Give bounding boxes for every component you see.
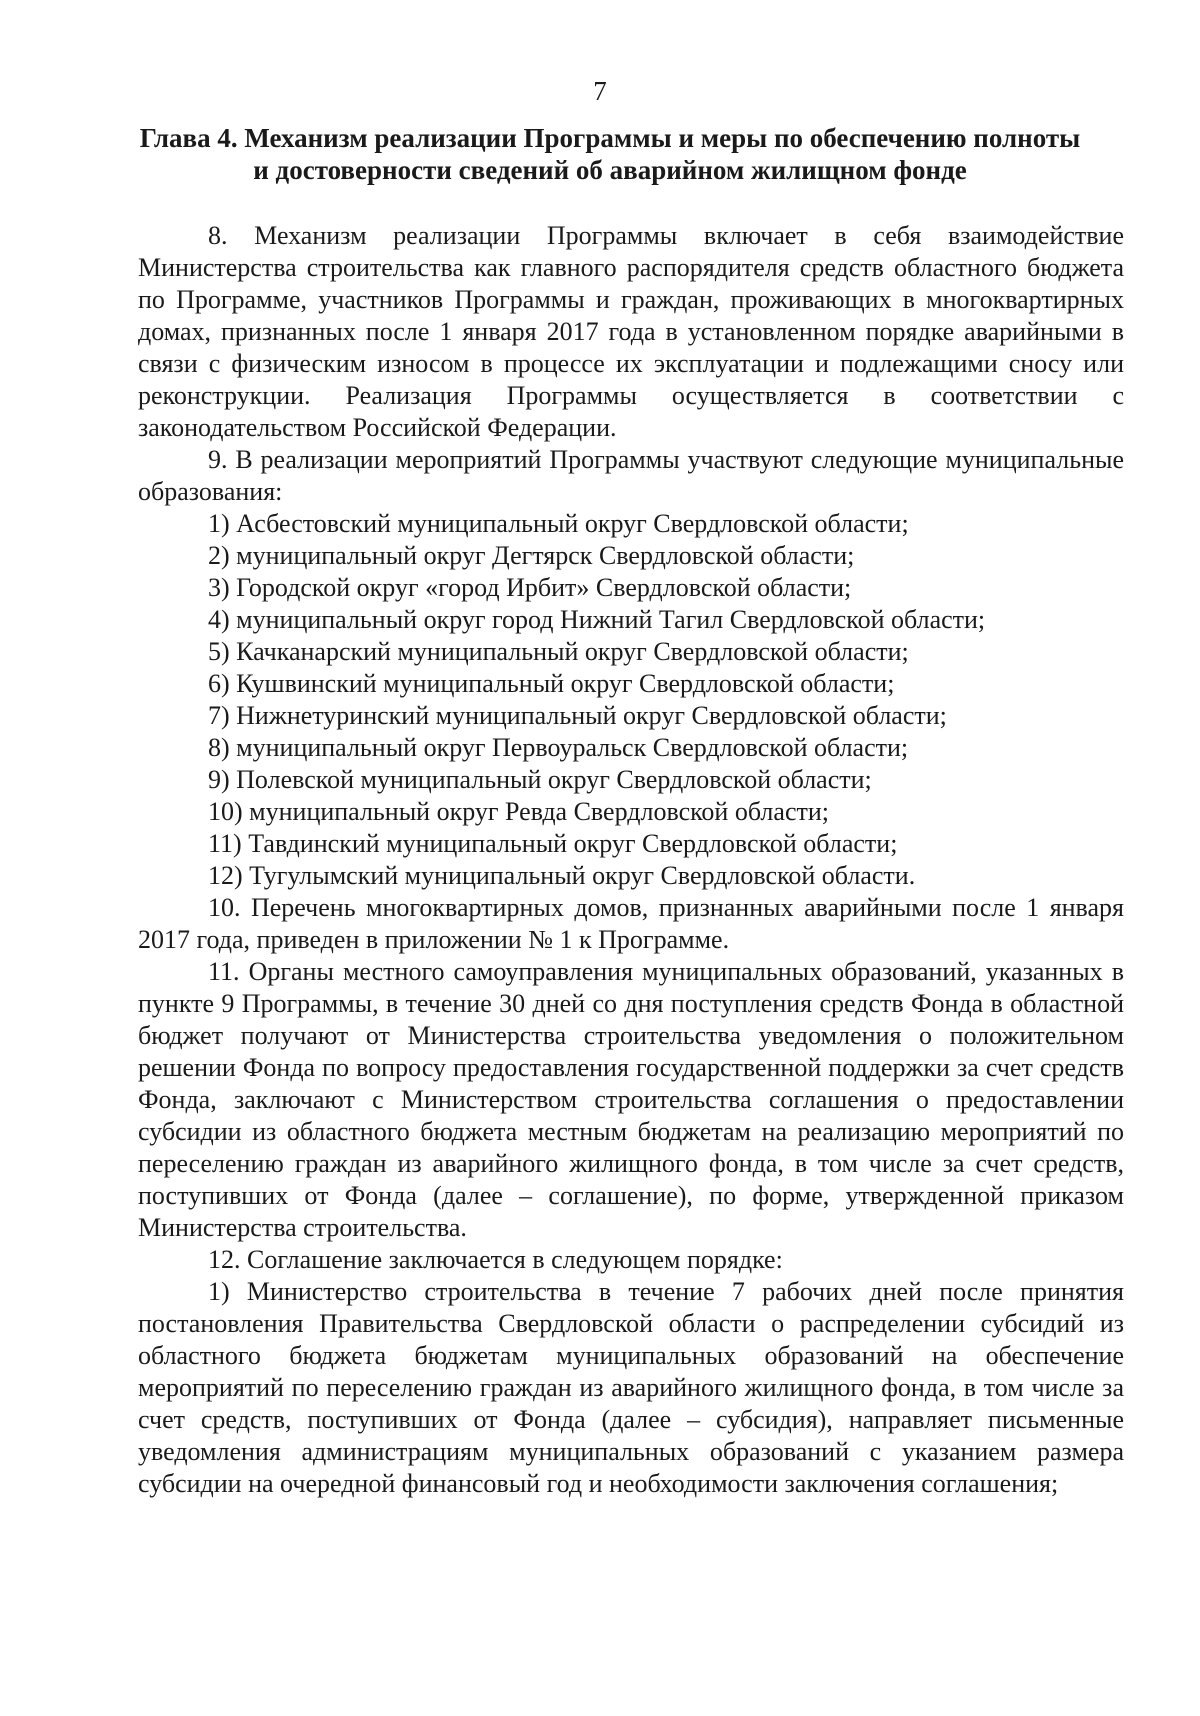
page-number: 7 bbox=[593, 76, 607, 106]
chapter-heading-line-1: Глава 4. Механизм реализации Программы и меры по обеспечению полноты bbox=[139, 123, 1081, 153]
list-item: 5) Качканарский муниципальный округ Свердловской области; bbox=[208, 637, 909, 666]
list-item: 1) Асбестовский муниципальный округ Свердловской области; bbox=[208, 509, 909, 538]
list-item: 4) муниципальный округ город Нижний Тагил Свердловской области; bbox=[208, 605, 986, 634]
paragraph-12-item-1: 1) Министерство строительства в течение 7 рабочих дней после принятия постановления Правительства Свердловской области о распределении субсидий из областного бюджета бюджетам муниципальных образований на обеспечение мероприятий по переселению граждан из аварийного жилищного фонда, в том числе за счет средств, поступивших от Фонда (далее – субсидия), направляет письменные уведомления администрациям муниципальных образований с указанием размера субсидии на очередной финансовый год и необходимости заключения соглашения; bbox=[138, 1277, 1124, 1498]
chapter-heading-line-2: и достоверности сведений об аварийном жилищном фонде bbox=[253, 155, 967, 185]
list-item: 10) муниципальный округ Ревда Свердловской области; bbox=[208, 797, 829, 826]
document-body bbox=[138, 220, 1124, 1500]
list-item: 12) Тугулымский муниципальный округ Свердловской области. bbox=[208, 861, 916, 890]
municipalities-list bbox=[138, 508, 1124, 892]
list-item: 2) муниципальный округ Дегтярск Свердловской области; bbox=[208, 541, 855, 570]
list-item: 7) Нижнетуринский муниципальный округ Свердловской области; bbox=[208, 701, 947, 730]
paragraph-12: 12. Соглашение заключается в следующем порядке: bbox=[208, 1245, 783, 1274]
paragraph-8: 8. Механизм реализации Программы включает в себя взаимодействие Министерства строительства как главного распорядителя средств областного бюджета по Программе, участников Программы и граждан, проживающих в многоквартирных домах, признанных после 1 января 2017 года в установленном порядке аварийными в связи с физическим износом в процессе их эксплуатации и подлежащими сносу или реконструкции. Реализация Программы осуществляется в соответствии с законодательством Российской Федерации. bbox=[138, 221, 1124, 442]
paragraph-9: 9. В реализации мероприятий Программы участвуют следующие муниципальные образования: bbox=[138, 445, 1124, 506]
paragraph-10: 10. Перечень многоквартирных домов, признанных аварийными после 1 января 2017 года, приведен в приложении № 1 к Программе. bbox=[138, 893, 1124, 954]
list-item: 8) муниципальный округ Первоуральск Свердловской области; bbox=[208, 733, 909, 762]
paragraph-11: 11. Органы местного самоуправления муниципальных образований, указанных в пункте 9 Программы, в течение 30 дней со дня поступления средств Фонда в областной бюджет получают от Министерства строительства уведомления о положительном решении Фонда по вопросу предоставления государственной поддержки за счет средств Фонда, заключают с Министерством строительства соглашения о предоставлении субсидии из областного бюджета местным бюджетам на реализацию мероприятий по переселению граждан из аварийного жилищного фонда, в том числе за счет средств, поступивших от Фонда (далее – соглашение), по форме, утвержденной приказом Министерства строительства. bbox=[138, 957, 1124, 1242]
list-item: 9) Полевской муниципальный округ Свердловской области; bbox=[208, 765, 872, 794]
list-item: 3) Городской округ «город Ирбит» Свердловской области; bbox=[208, 573, 852, 602]
chapter-heading bbox=[130, 122, 1090, 186]
list-item: 6) Кушвинский муниципальный округ Свердловской области; bbox=[208, 669, 895, 698]
list-item: 11) Тавдинский муниципальный округ Свердловской области; bbox=[208, 829, 898, 858]
